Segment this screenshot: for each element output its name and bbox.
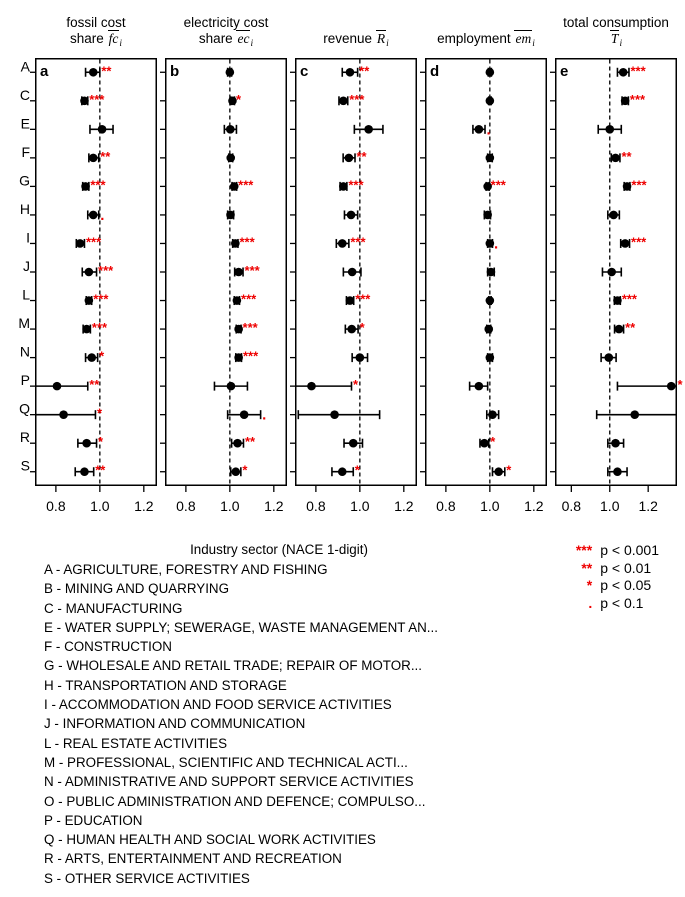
significance-mark: *** <box>621 291 638 307</box>
point-estimate <box>339 97 348 106</box>
point-estimate <box>233 296 242 305</box>
significance-mark: ** <box>359 63 370 79</box>
point-estimate <box>486 353 495 362</box>
point-estimate <box>85 268 94 277</box>
panel-symbol-subscript: i <box>386 39 389 49</box>
point-estimate <box>226 211 235 220</box>
significance-mark: *** <box>241 291 257 307</box>
panel-title-c <box>295 6 417 58</box>
significance-mark: ** <box>356 148 367 164</box>
row-label-C: C <box>19 86 30 103</box>
x-tick-label: 0.8 <box>306 498 326 514</box>
sector-item: N - ADMINISTRATIVE AND SUPPORT SERVICE ACTIVITIES <box>44 774 414 790</box>
significance-mark: * <box>490 434 496 450</box>
significance-mark: *** <box>242 320 258 336</box>
row-label-J: J <box>23 258 30 274</box>
point-estimate <box>621 97 630 106</box>
row-label-R: R <box>19 429 30 446</box>
point-estimate <box>81 182 90 191</box>
panel-b <box>165 6 287 526</box>
significance-mark: *** <box>242 348 259 364</box>
sector-item: E - WATER SUPPLY; SEWERAGE, WASTE MANAGEMENT AN... <box>44 619 438 635</box>
panel-title-a <box>35 6 157 58</box>
point-estimate <box>233 439 242 448</box>
panel-title-label: share <box>198 31 237 46</box>
point-estimate <box>484 325 493 334</box>
significance-mark: ** <box>95 462 106 478</box>
estimate-H <box>483 210 492 219</box>
sig-label: p < 0.001 <box>600 542 659 558</box>
significance-mark: * <box>98 434 104 450</box>
panel-symbol-subscript: i <box>119 39 122 49</box>
panel-plot-d <box>425 58 547 526</box>
panels-container <box>35 6 683 526</box>
panel-title-label: employment <box>437 31 515 46</box>
point-estimate <box>630 410 639 419</box>
x-tick-label: 0.8 <box>176 498 196 514</box>
panel-title-e <box>555 6 677 58</box>
sig-legend-row <box>556 560 659 578</box>
significance-mark: *** <box>629 91 646 107</box>
legend-area <box>0 542 685 888</box>
point-estimate <box>98 125 107 134</box>
panel-title-top: total consumption <box>563 15 669 30</box>
sig-legend-row <box>556 595 659 613</box>
point-estimate <box>667 382 676 391</box>
x-tick-label: 1.2 <box>524 498 544 514</box>
point-estimate <box>349 439 358 448</box>
row-label-H: H <box>19 200 30 217</box>
sector-item: S - OTHER SERVICE ACTIVITIES <box>44 870 250 886</box>
sector-item: M - PROFESSIONAL, SCIENTIFIC AND TECHNICAL ACTI... <box>44 754 408 770</box>
panel-plot-b <box>165 58 287 526</box>
row-labels-column <box>6 52 32 480</box>
point-estimate <box>226 68 235 77</box>
panel-title-bottom <box>610 31 622 52</box>
row-label-Q: Q <box>19 400 30 417</box>
point-estimate <box>82 325 91 334</box>
significance-mark: ** <box>625 320 636 336</box>
point-estimate <box>623 182 632 191</box>
significance-mark: * <box>354 462 360 478</box>
significance-mark: *** <box>350 234 366 250</box>
sector-item: R - ARTS, ENTERTAINMENT AND RECREATION <box>44 851 342 867</box>
panel-plot-e <box>555 58 683 526</box>
point-estimate <box>234 268 243 277</box>
point-estimate <box>486 97 495 106</box>
panel-symbol-subscript: i <box>532 39 535 49</box>
panel-letter: e <box>560 63 569 80</box>
panel-plot-c <box>295 58 417 526</box>
point-estimate <box>486 296 495 305</box>
point-estimate <box>615 325 624 334</box>
point-estimate <box>89 154 98 163</box>
significance-mark: *** <box>348 177 364 193</box>
point-estimate <box>82 439 91 448</box>
significance-mark: . <box>262 406 267 424</box>
sector-item: I - ACCOMMODATION AND FOOD SERVICE ACTIVITIES <box>44 697 392 713</box>
panel-title-bottom <box>323 31 388 52</box>
point-estimate <box>486 154 495 163</box>
row-letters <box>6 52 32 480</box>
significance-mark: *** <box>490 177 506 193</box>
point-estimate <box>346 68 355 77</box>
sig-symbol: * <box>586 577 593 593</box>
panel-title-bottom <box>199 31 253 52</box>
point-estimate <box>226 154 235 163</box>
point-estimate <box>607 268 616 277</box>
panel-symbol: em <box>515 31 532 46</box>
panel-letter: b <box>170 63 180 80</box>
significance-mark: *** <box>355 291 371 307</box>
sector-item: C - MANUFACTURING <box>44 600 183 616</box>
estimate-J <box>487 268 496 277</box>
x-tick-label: 1.0 <box>600 498 620 514</box>
panel-title-top: electricity cost <box>183 15 269 30</box>
point-estimate <box>89 68 98 77</box>
point-estimate <box>338 467 347 476</box>
point-estimate <box>338 239 347 248</box>
point-estimate <box>356 353 365 362</box>
sector-item: F - CONSTRUCTION <box>44 639 172 655</box>
sig-legend-row <box>556 577 659 595</box>
point-estimate <box>611 154 620 163</box>
x-tick-label: 1.2 <box>638 498 658 514</box>
point-estimate <box>494 467 503 476</box>
panel-letter: c <box>300 63 309 80</box>
point-estimate <box>604 353 613 362</box>
x-tick-label: 1.2 <box>264 498 284 514</box>
row-label-G: G <box>19 172 30 189</box>
significance-mark: *** <box>630 63 646 79</box>
point-estimate <box>347 211 356 220</box>
point-estimate <box>307 382 316 391</box>
significance-mark: ** <box>89 377 100 393</box>
point-estimate <box>87 353 96 362</box>
significance-mark: *** <box>85 234 102 250</box>
sig-label: p < 0.1 <box>600 594 644 611</box>
point-estimate <box>613 296 622 305</box>
panel-e <box>555 6 683 526</box>
panel-title-top: fossil cost <box>66 15 126 30</box>
significance-mark: * <box>242 462 248 478</box>
point-estimate <box>231 467 240 476</box>
panel-title-bottom <box>70 31 122 52</box>
panel-title-d <box>425 6 547 58</box>
panel-symbol: fc <box>108 31 119 46</box>
significance-mark: * <box>506 462 512 478</box>
significance-mark: . <box>493 235 499 253</box>
sig-legend-row <box>556 542 659 560</box>
point-estimate <box>483 211 492 220</box>
significance-mark: * <box>677 377 683 393</box>
sector-legend-title: Industry sector (NACE 1-digit) <box>190 542 368 557</box>
significance-legend <box>556 542 659 612</box>
significance-mark: *** <box>349 91 365 107</box>
sector-item: H - TRANSPORTATION AND STORAGE <box>44 677 287 693</box>
panel-title-top <box>354 15 358 31</box>
estimate-H <box>226 210 235 219</box>
point-estimate <box>621 239 630 248</box>
row-label-F: F <box>21 143 30 160</box>
significance-mark: ** <box>100 148 111 164</box>
significance-mark: *** <box>238 177 254 193</box>
sig-symbol: . <box>588 594 593 611</box>
panel-symbol-subscript: i <box>619 39 623 49</box>
point-estimate <box>80 467 89 476</box>
row-label-N: N <box>19 343 30 360</box>
row-label-L: L <box>22 286 30 303</box>
point-estimate <box>227 382 236 391</box>
panel-symbol-subscript: i <box>250 39 254 49</box>
significance-mark: *** <box>631 177 647 193</box>
point-estimate <box>487 268 496 277</box>
point-estimate <box>348 268 357 277</box>
panel-title-top <box>484 15 488 31</box>
point-estimate <box>89 211 98 220</box>
panel-symbol: R <box>376 31 386 46</box>
significance-mark: *** <box>239 234 255 250</box>
point-estimate <box>609 211 618 220</box>
sig-symbol: ** <box>581 559 593 576</box>
significance-mark: *** <box>93 291 109 307</box>
significance-mark: *** <box>631 234 647 250</box>
panel-c <box>295 6 417 526</box>
sig-label: p < 0.01 <box>600 559 652 576</box>
sector-item: G - WHOLESALE AND RETAIL TRADE; REPAIR OF MOTOR... <box>44 658 422 674</box>
point-estimate <box>240 410 249 419</box>
point-estimate <box>611 439 620 448</box>
panel-plot-a <box>35 58 157 526</box>
panel-title-b <box>165 6 287 58</box>
point-estimate <box>53 382 62 391</box>
point-estimate <box>345 154 354 163</box>
row-label-M: M <box>18 315 30 332</box>
point-estimate <box>619 68 628 77</box>
sector-item: A - AGRICULTURE, FORESTRY AND FISHING <box>44 562 328 577</box>
point-estimate <box>80 97 89 106</box>
point-estimate <box>613 467 622 476</box>
row-label-I: I <box>26 229 30 246</box>
sector-item: O - PUBLIC ADMINISTRATION AND DEFENCE; COMPULSO... <box>44 793 426 809</box>
significance-mark: ** <box>244 434 256 450</box>
panel-title-bottom <box>437 31 535 52</box>
row-label-A: A <box>20 58 30 75</box>
point-estimate <box>605 125 614 134</box>
significance-mark: ** <box>621 148 632 164</box>
panel-symbol: ec <box>237 31 250 46</box>
significance-mark: ** <box>101 63 112 79</box>
panel-symbol: T <box>610 31 619 46</box>
panel-letter: a <box>40 63 49 80</box>
point-estimate <box>475 125 484 134</box>
significance-mark: . <box>486 121 491 139</box>
significance-mark: * <box>96 405 103 421</box>
significance-mark: *** <box>90 177 106 193</box>
panel-letter: d <box>430 63 440 80</box>
x-tick-label: 0.8 <box>436 498 456 514</box>
x-tick-label: 1.0 <box>350 498 370 514</box>
point-estimate <box>486 68 495 77</box>
significance-mark: *** <box>244 263 260 278</box>
x-tick-label: 1.2 <box>134 498 154 514</box>
significance-mark: *** <box>91 320 108 336</box>
point-estimate <box>346 296 355 305</box>
panel-d <box>425 6 547 526</box>
x-tick-label: 1.2 <box>394 498 414 514</box>
panel-title-label: share <box>70 31 108 46</box>
row-label-E: E <box>20 115 30 132</box>
point-estimate <box>488 410 497 419</box>
significance-mark: * <box>235 91 242 107</box>
point-estimate <box>475 382 484 391</box>
point-estimate <box>480 439 489 448</box>
point-estimate <box>486 239 495 248</box>
point-estimate <box>85 296 94 305</box>
significance-mark: * <box>359 320 365 336</box>
x-tick-label: 0.8 <box>561 498 582 514</box>
x-tick-label: 0.8 <box>46 498 66 514</box>
panel-title-label: revenue <box>323 31 376 46</box>
sector-item: Q - HUMAN HEALTH AND SOCIAL WORK ACTIVITIES <box>44 832 376 848</box>
sector-item: P - EDUCATION <box>44 812 143 828</box>
significance-mark: *** <box>98 263 114 278</box>
point-estimate <box>347 325 356 334</box>
point-estimate <box>76 239 85 248</box>
point-estimate <box>330 410 339 419</box>
sig-symbol: *** <box>575 542 593 558</box>
significance-mark: * <box>352 377 359 393</box>
point-estimate <box>59 410 68 419</box>
plot-box <box>166 59 287 486</box>
point-estimate <box>339 182 348 191</box>
sector-item: J - INFORMATION AND COMMUNICATION <box>44 716 306 732</box>
significance-mark: . <box>100 206 105 224</box>
significance-mark: *** <box>89 91 105 107</box>
point-estimate <box>364 125 373 134</box>
row-label-P: P <box>20 372 30 389</box>
point-estimate <box>226 125 235 134</box>
row-label-S: S <box>20 457 30 474</box>
x-tick-label: 1.0 <box>480 498 500 514</box>
sector-item: L - REAL ESTATE ACTIVITIES <box>44 735 228 751</box>
significance-mark: * <box>99 348 105 364</box>
panel-a <box>35 6 157 526</box>
sector-item: B - MINING AND QUARRYING <box>44 581 230 597</box>
x-tick-label: 1.0 <box>220 498 240 514</box>
point-estimate <box>231 239 240 248</box>
sig-label: p < 0.05 <box>600 577 652 593</box>
point-estimate <box>234 353 243 362</box>
x-tick-label: 1.0 <box>90 498 110 514</box>
